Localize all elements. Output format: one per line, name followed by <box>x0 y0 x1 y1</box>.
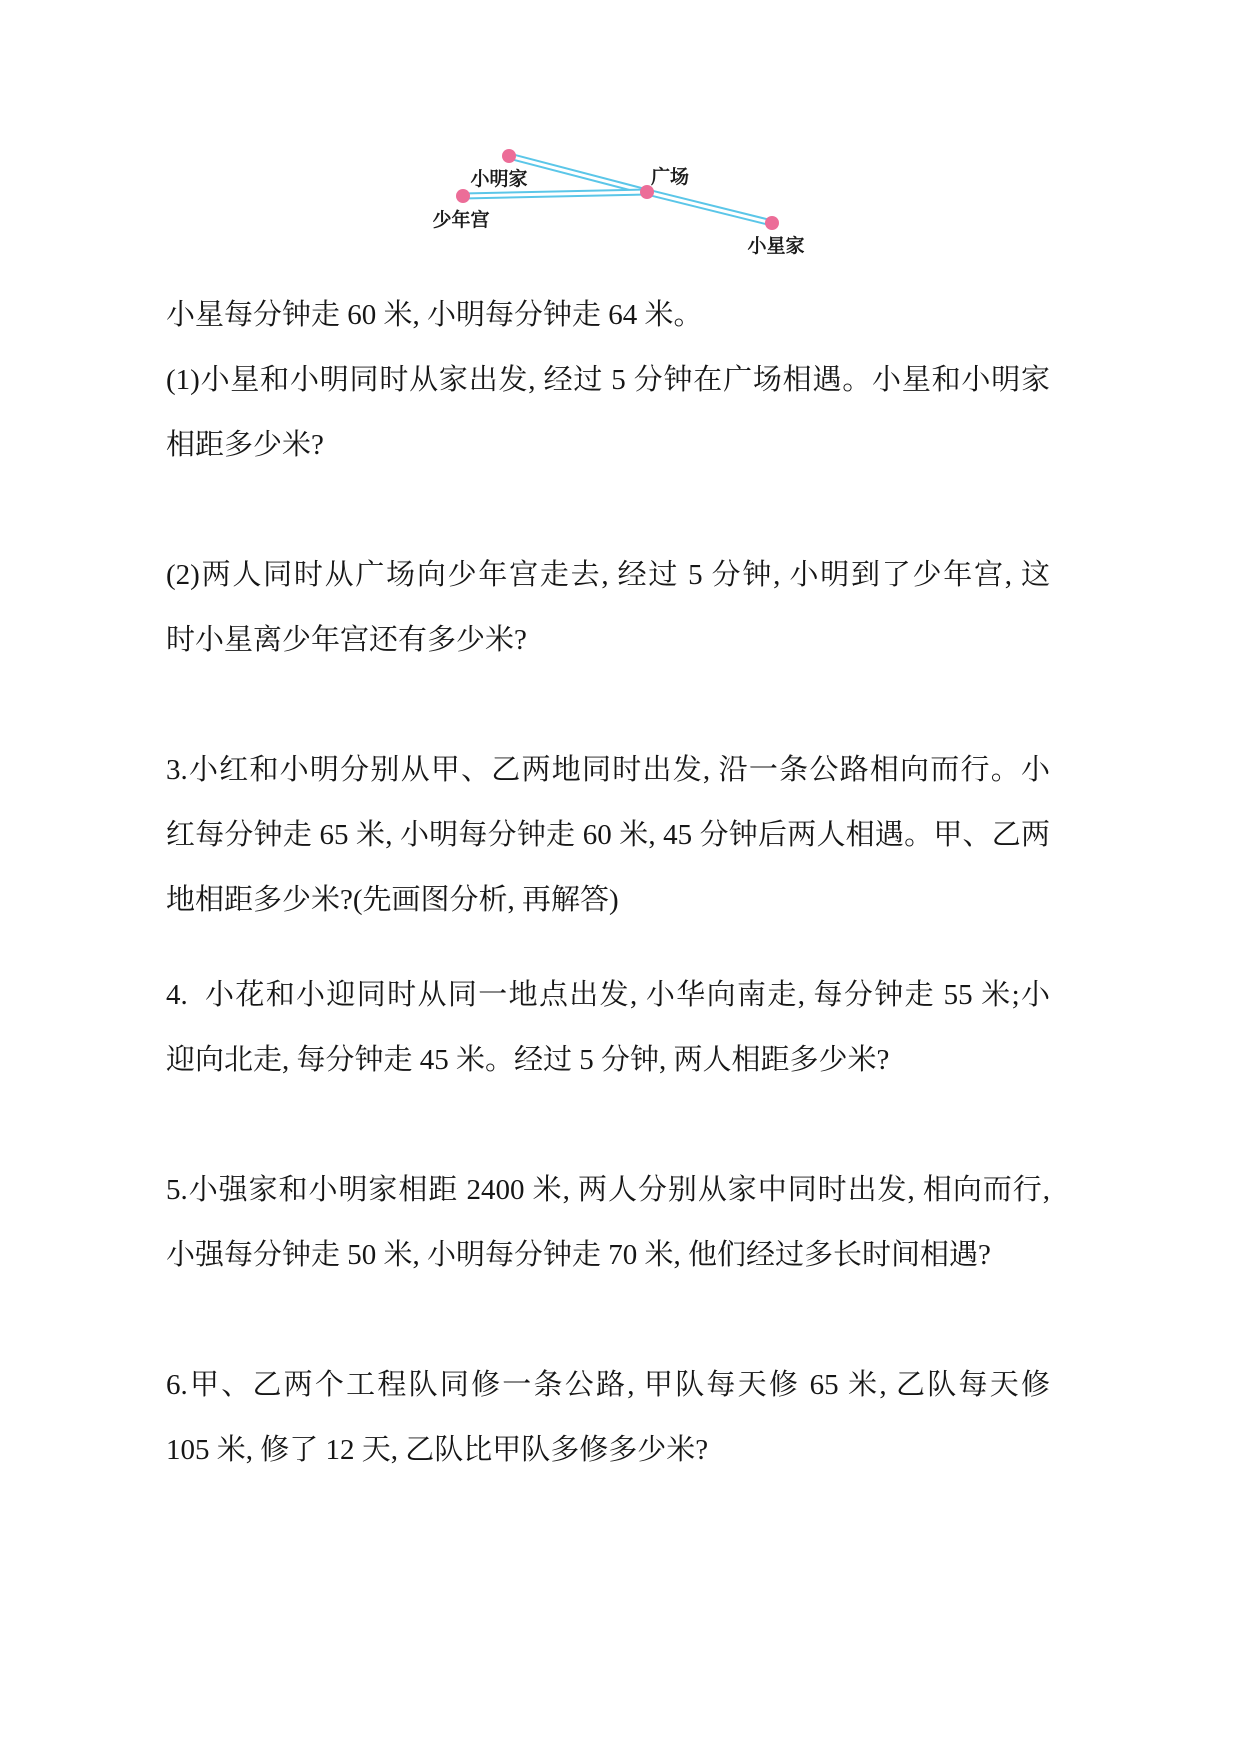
xiaoxing-home-dot <box>765 216 779 230</box>
text-line-q2-2: 时小星离少年宫还有多少米? <box>166 624 527 656</box>
text-line-q1-1: (1)小星和小明同时从家出发, 经过 5 分钟在广场相遇。小星和小明家 <box>166 364 1050 396</box>
xiaoxing-home-label: 小星家 <box>747 236 805 257</box>
text-line-q1-2: 相距多少米? <box>166 429 324 461</box>
text-line-intro-1: 小星每分钟走 60 米, 小明每分钟走 64 米。 <box>166 299 703 331</box>
text-line-q6-1: 6.甲、乙两个工程队同修一条公路, 甲队每天修 65 米, 乙队每天修 <box>166 1369 1050 1401</box>
youth-palace-label: 少年宫 <box>432 210 490 231</box>
text-line-q6-2: 105 米, 修了 12 天, 乙队比甲队多修多少米? <box>166 1434 709 1466</box>
xiaoming-home-label: 小明家 <box>470 169 528 190</box>
text-line-q3-1: 3.小红和小明分别从甲、乙两地同时出发, 沿一条公路相向而行。小 <box>166 754 1050 786</box>
youth-palace-dot <box>456 189 470 203</box>
location-diagram <box>0 0 1241 300</box>
text-line-q2-1: (2)两人同时从广场向少年宫走去, 经过 5 分钟, 小明到了少年宫, 这 <box>166 559 1050 591</box>
path-square-to-xiaoxing-home <box>647 192 772 223</box>
xiaoming-home-dot <box>502 149 516 163</box>
text-line-q3-3: 地相距多少米?(先画图分析, 再解答) <box>166 884 619 916</box>
path-xiaoming-home-to-square <box>509 156 647 192</box>
problems-text <box>166 283 1050 1483</box>
square-label: 广场 <box>650 167 690 188</box>
text-line-q4-2: 迎向北走, 每分钟走 45 米。经过 5 分钟, 两人相距多少米? <box>166 1044 890 1076</box>
text-line-q5-2: 小强每分钟走 50 米, 小明每分钟走 70 米, 他们经过多长时间相遇? <box>166 1239 991 1271</box>
text-line-q3-2: 红每分钟走 65 米, 小明每分钟走 60 米, 45 分钟后两人相遇。甲、乙两 <box>166 819 1050 851</box>
text-line-q4-1: 4. 小花和小迎同时从同一地点出发, 小华向南走, 每分钟走 55 米;小 <box>166 979 1050 1011</box>
text-line-q5-1: 5.小强家和小明家相距 2400 米, 两人分别从家中同时出发, 相向而行, <box>166 1174 1050 1206</box>
